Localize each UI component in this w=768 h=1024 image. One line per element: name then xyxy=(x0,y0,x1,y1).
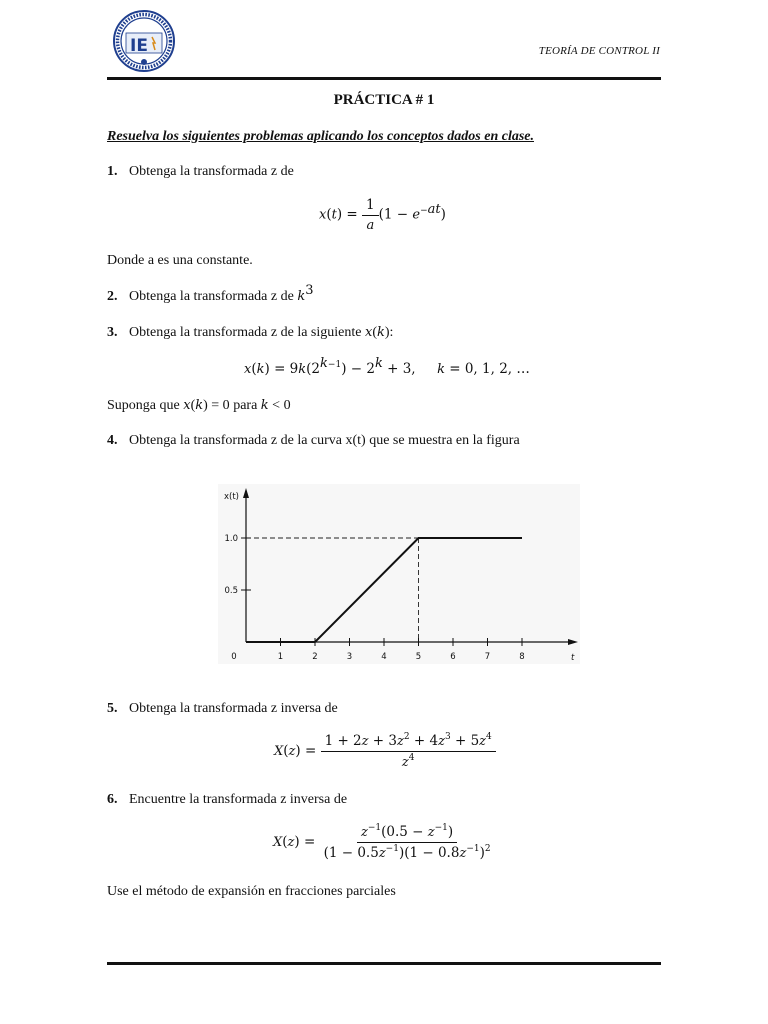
x-tick-label: 5 xyxy=(415,652,422,662)
x-tick-label: 4 xyxy=(381,652,387,662)
problem-1 xyxy=(107,164,294,180)
problem-2: 2. Obtenga la transformada z de $k^3$ xyxy=(107,283,314,304)
problem-number: 2. xyxy=(107,289,118,304)
problem-number: 5. xyxy=(107,701,118,716)
problem-text: Obtenga la transformada z de xyxy=(129,164,294,179)
problem-6 xyxy=(107,792,347,808)
header-rule xyxy=(107,77,661,80)
equation-6: X(z) = $\frac{z^{-1}(0.5 - z^{-1})}{(1 - 0.5z^{-1})(1 - 0.8z^{-1})^2}$ xyxy=(273,823,491,861)
problem-4 xyxy=(107,433,520,449)
problem-number: 3. xyxy=(107,325,118,340)
x-axis-label: t xyxy=(571,653,575,663)
x-tick-label: 0 xyxy=(231,652,237,662)
x-tick-label: 7 xyxy=(484,652,491,662)
equation-5: X(z) = $\frac{1 + 2z + 3z^2 + 4z^3 + 5z^4}{z^4}$ xyxy=(274,733,496,770)
x-tick-label: 6 xyxy=(450,652,456,662)
y-axis-label: x(t) xyxy=(224,492,239,502)
problem-number: 6. xyxy=(107,792,118,807)
y-tick-label: 1.0 xyxy=(224,534,238,544)
logo-lettering: IE xyxy=(130,36,148,56)
y-tick-label: 0.5 xyxy=(224,586,238,596)
x-tick-label: 2 xyxy=(312,652,318,662)
x-tick-label: 1 xyxy=(277,652,284,662)
instructions: Resuelva los siguientes problemas aplicando los conceptos dados en clase. xyxy=(107,129,534,144)
ramp-figure xyxy=(218,484,580,664)
problem-text: Obtenga la transformada z de la siguiente xyxy=(129,325,362,340)
equation-1: x(t) = $\frac{1}{a}$ $(1 - e^{-at})$ xyxy=(319,197,446,233)
page-title: PRÁCTICA # 1 xyxy=(333,92,435,108)
x-tick-label: 8 xyxy=(519,652,525,662)
problem-3-note: Suponga que x(k) = 0 para k < 0 xyxy=(107,398,291,413)
footer-rule xyxy=(107,962,661,965)
x-tick-label: 3 xyxy=(346,652,353,662)
problem-text: Obtenga la transformada z inversa de xyxy=(129,701,338,716)
problem-text: Obtenga la transformada z de la curva x(t) que se muestra en la figura xyxy=(129,433,520,448)
problem-5 xyxy=(107,701,338,717)
course-name: TEORÍA DE CONTROL II xyxy=(538,45,660,57)
problem-3: 3. Obtenga la transformada z de la siguiente x(k): xyxy=(107,325,394,340)
problem-1-note: Donde a es una constante. xyxy=(107,253,253,268)
problem-6-note: Use el método de expansión en fracciones parciales xyxy=(107,884,396,899)
problem-text: Obtenga la transformada z de xyxy=(129,289,294,304)
problem-number: 1. xyxy=(107,164,118,179)
problem-text: Encuentre la transformada z inversa de xyxy=(129,792,348,807)
ramp-chart xyxy=(218,484,580,664)
equation-3: $x(k) = 9k(2^{k-1}) - 2^k + 3$, k = 0, 1, 2, … xyxy=(244,356,530,377)
problem-number: 4. xyxy=(107,433,118,448)
university-logo xyxy=(112,9,176,73)
